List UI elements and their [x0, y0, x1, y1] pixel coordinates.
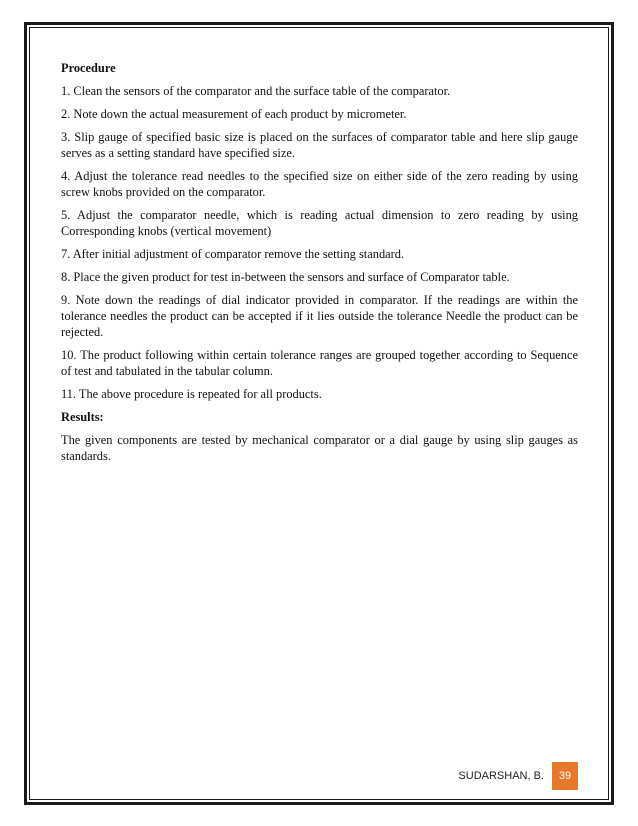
- results-heading: Results:: [61, 410, 104, 424]
- procedure-step-2: 2. Note down the actual measurement of each product by micrometer.: [61, 107, 407, 121]
- procedure-step-10: 10. The product following within certain tolerance ranges are grouped together according to Sequence of test and tabulated in the tabular column.: [61, 348, 578, 378]
- page-number-badge: 39: [552, 762, 578, 790]
- procedure-step-1: 1. Clean the sensors of the comparator and the surface table of the comparator.: [61, 84, 451, 98]
- procedure-step-7: 7. After initial adjustment of comparator remove the setting standard.: [61, 247, 405, 261]
- procedure-step-8: 8. Place the given product for test in-between the sensors and surface of Comparator table.: [61, 270, 510, 284]
- page-footer: [458, 762, 578, 790]
- procedure-step-9: 9. Note down the readings of dial indicator provided in comparator. If the readings are within the tolerance needles the product can be accepted if it lies outside the tolerance Needle the product can be rejected.: [61, 293, 578, 339]
- footer-author: SUDARSHAN, B.: [458, 770, 544, 782]
- results-text: The given components are tested by mechanical comparator or a dial gauge by using slip gauges as standards.: [61, 433, 578, 463]
- procedure-step-3: 3. Slip gauge of specified basic size is placed on the surfaces of comparator table and here slip gauge serves as a setting standard have specified size.: [61, 130, 578, 160]
- procedure-step-4: 4. Adjust the tolerance read needles to the specified size on either side of the zero reading by using screw knobs provided on the comparator.: [61, 169, 578, 199]
- document-body: [61, 60, 578, 471]
- procedure-step-5: 5. Adjust the comparator needle, which is reading actual dimension to zero reading by using Corresponding knobs (vertical movement): [61, 208, 578, 238]
- procedure-heading: Procedure: [61, 61, 116, 75]
- procedure-step-11: 11. The above procedure is repeated for all products.: [61, 387, 322, 401]
